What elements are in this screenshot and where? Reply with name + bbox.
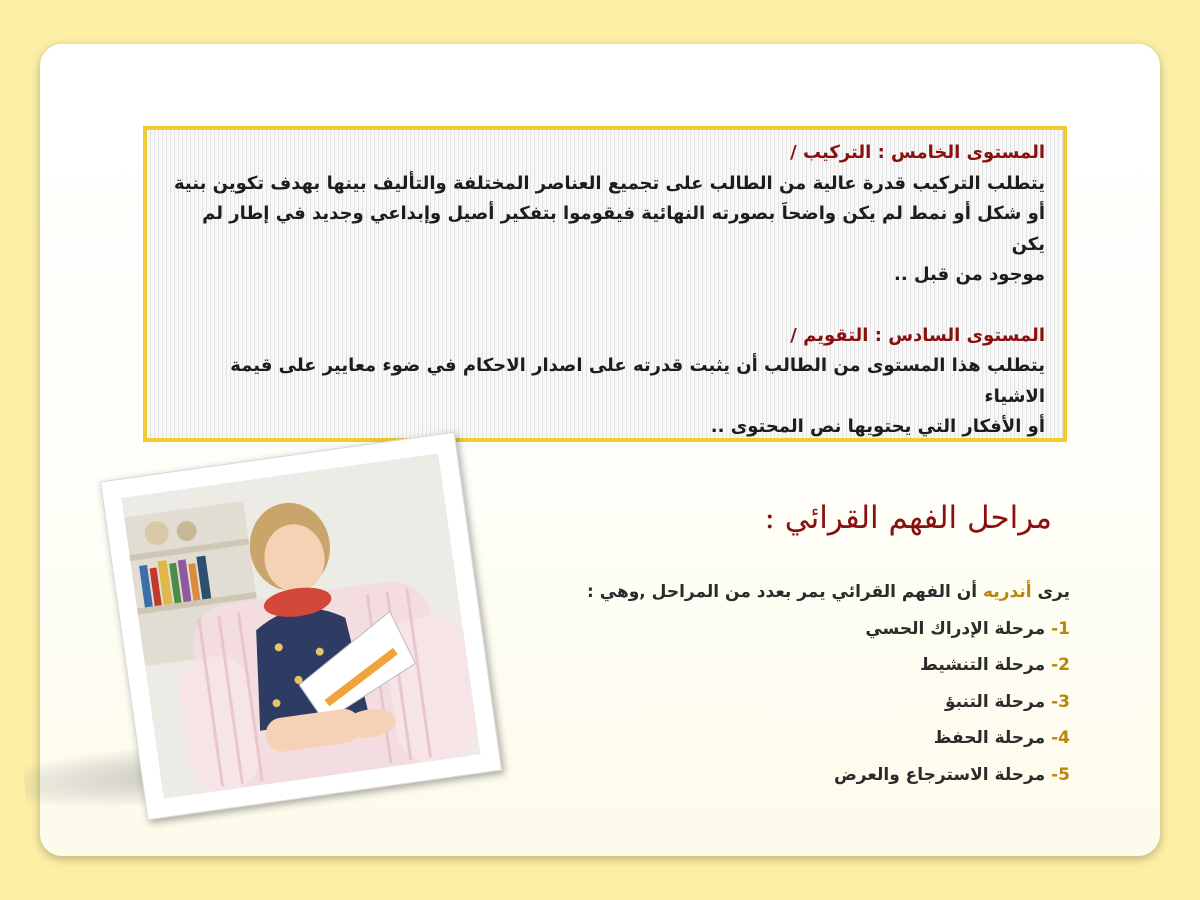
level5-line-2: أو شكل أو نمط لم يكن واضحاَ بصورته النهائية فيقوموا بتفكير أصيل وإبداعي وجديد في إطار لم يكن [202,203,1045,255]
stage-number: 2- [1051,655,1070,675]
list-item [540,757,1070,794]
stage-number: 4- [1051,728,1070,748]
intro-prefix: يرى [1037,582,1070,602]
stage-number: 1- [1051,618,1070,639]
level5-line-3: موجود من قبل .. [894,264,1045,285]
paragraph-gap [165,291,1045,321]
intro-author-name: أندريه [983,582,1032,602]
list-item [540,647,1070,684]
child-reading-photo-icon [121,453,480,799]
stage-label: مرحلة الحفظ [933,728,1046,748]
stage-label: مرحلة التنبؤ [944,691,1046,712]
intro-suffix: أن الفهم القرائي يمر بعدد من المراحل ,وهي : [587,582,978,602]
levels-text-box [143,126,1067,442]
stage-label: مرحلة التنشيط [920,655,1046,675]
list-item [540,720,1070,757]
stage-number: 5- [1051,764,1070,785]
level6-heading: المستوى السادس : التقويم / [790,324,1045,346]
child-reading-photo [100,432,502,820]
list-item [540,611,1070,648]
level6-line-1: يتطلب هذا المستوى من الطالب أن يثبت قدرته على اصدار الاحكام في ضوء معايير على قيمة الاشياء [230,355,1045,407]
list-item [540,684,1070,721]
level6-line-2: أو الأفكار التي يحتويها نص المحتوى .. [710,416,1045,437]
intro-line [540,574,1070,611]
stage-label: مرحلة الإدراك الحسي [865,618,1046,639]
section-title: مراحل الفهم القرائي : [764,500,1052,536]
level5-line-1: يتطلب التركيب قدرة عالية من الطالب على تجميع العناصر المختلفة والتأليف بينها بهدف تكوين بنية [173,172,1045,194]
stages-list [540,574,1070,793]
stage-label: مرحلة الاسترجاع والعرض [833,764,1046,785]
level5-heading: المستوى الخامس : التركيب / [790,142,1045,163]
stage-number: 3- [1051,691,1070,712]
